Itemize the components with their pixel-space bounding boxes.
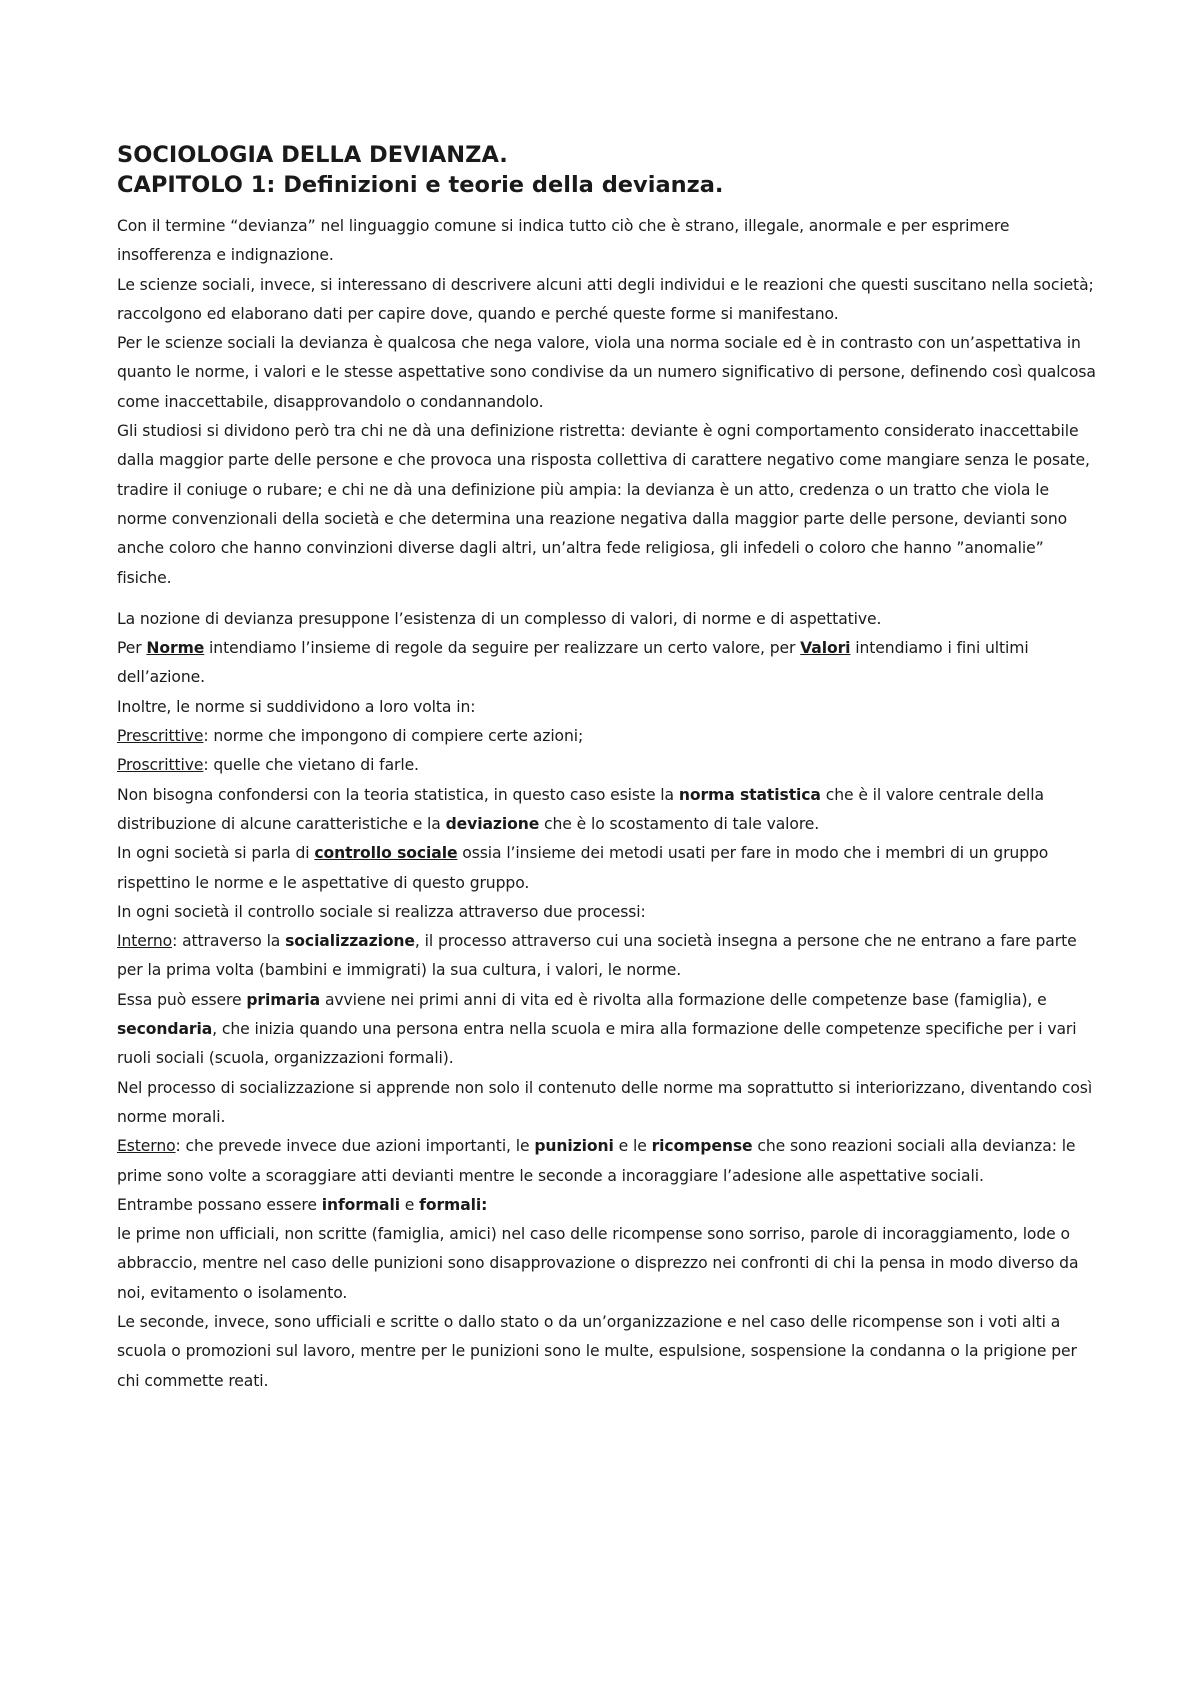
text-run: secondaria (117, 1020, 213, 1039)
paragraph (117, 1308, 1097, 1396)
text-run: Con il termine “devianza” nel linguaggio comune si indica tutto ciò che è strano, illegale, anormale e per esprimere insofferenza e indignazione. (117, 217, 1010, 265)
paragraph (117, 927, 1097, 986)
text-run: deviazione (445, 814, 540, 833)
text-run: Per (117, 639, 147, 658)
text-run: le prime non ufficiali, non scritte (famiglia, amici) nel caso delle ricompense sono sorriso, parole di incoraggiamento, lode o abbraccio, mentre nel caso delle punizioni sono disapprovazione o disprezzo nei confronti di chi la pensa in modo diverso da noi, evitamento o isolamento. (117, 1225, 1079, 1302)
paragraph (117, 986, 1097, 1074)
text-run: : attraverso la (172, 932, 286, 951)
text-run: : norme che impongono di compiere certe azioni; (203, 727, 584, 746)
text-run: controllo sociale (314, 844, 458, 863)
text-run: , il processo attraverso cui una società insegna a persone che ne entrano a fare parte per la prima volta (bambini e immigrati) la sua cultura, i valori, le norme. (117, 932, 1077, 980)
paragraph (117, 781, 1097, 840)
text-run: Prescrittive (117, 727, 204, 746)
paragraph (117, 212, 1097, 271)
paragraph-gap (117, 593, 1097, 605)
text-run: e le (613, 1137, 652, 1156)
text-run: e (399, 1195, 420, 1214)
paragraph (117, 329, 1097, 417)
chapter-title: CAPITOLO 1: Definizioni e teorie della devianza. (117, 172, 724, 198)
text-run: Inoltre, le norme si suddividono a loro volta in: (117, 697, 476, 716)
paragraph (117, 898, 1097, 927)
text-run: : che prevede invece due azioni importanti, le (175, 1137, 535, 1156)
text-run: primaria (246, 990, 321, 1009)
text-run: punizioni (534, 1137, 614, 1156)
text-run: intendiamo l’insieme di regole da seguire per realizzare un certo valore, per (204, 639, 801, 658)
text-run: Entrambe possano essere (117, 1195, 322, 1214)
paragraph (117, 605, 1097, 634)
text-run: intendiamo i fini ultimi dell’azione. (117, 639, 1029, 687)
text-run: informali (321, 1195, 400, 1214)
document-title: SOCIOLOGIA DELLA DEVIANZA. (117, 142, 508, 168)
text-run: che sono reazioni sociali alla devianza: le prime sono volte a scoraggiare atti devianti mentre le seconde a incoraggiare l’adesione alle aspettative sociali. (117, 1137, 1076, 1185)
text-run: Proscrittive (117, 756, 204, 775)
text-run: Norme (146, 639, 205, 658)
paragraph (117, 693, 1097, 722)
paragraph (117, 1132, 1097, 1191)
text-run: Per le scienze sociali la devianza è qualcosa che nega valore, viola una norma sociale ed è in contrasto con un’aspettativa in quanto le norme, i valori e le stesse aspettative sono condivise da un numero significativo di persone, definendo così qualcosa come inaccettabile, disapprovandolo o condannandolo. (117, 334, 1096, 411)
paragraph (117, 1220, 1097, 1308)
text-run: Non bisogna confondersi con la teoria statistica, in questo caso esiste la (117, 785, 679, 804)
text-run: Valori (800, 639, 851, 658)
text-run: Esterno (117, 1137, 176, 1156)
section-definitions (117, 212, 1097, 593)
text-run: ricompense (651, 1137, 753, 1156)
paragraph (117, 1191, 1097, 1220)
text-run: norma statistica (678, 785, 821, 804)
text-run: , che inizia quando una persona entra nella scuola e mira alla formazione delle competenze specifiche per i vari ruoli sociali (scuola, organizzazioni formali). (117, 1020, 1077, 1068)
text-run: Le seconde, invece, sono ufficiali e scritte o dallo stato o da un’organizzazione e nel caso delle ricompense son i voti alti a scuola o promozioni sul lavoro, mentre per le punizioni sono le multe, espulsione, sospensione la condanna o la prigione per chi commette reati. (117, 1312, 1077, 1390)
paragraph (117, 271, 1097, 330)
text-run: La nozione di devianza presuppone l’esistenza di un complesso di valori, di norme e di aspettative. (117, 609, 882, 628)
paragraph (117, 839, 1097, 898)
text-run: In ogni società il controllo sociale si realizza attraverso due processi: (117, 902, 646, 921)
text-run: In ogni società si parla di (117, 844, 315, 863)
text-run: Gli studiosi si dividono però tra chi ne dà una definizione ristretta: deviante è ogni comportamento considerato inaccettabile dalla maggior parte delle persone e che provoca una risposta collettiva di carattere negativo come mangiare senza le posate, tradire il coniuge o rubare; e chi ne dà una definizione più ampia: la devianza è un atto, credenza o un tratto che viola le norme convenzionali della società e che determina una reazione negativa dalla maggior parte delle persone, devianti sono anche coloro che hanno convinzioni diverse dagli altri, un’altra fede religiosa, gli infedeli o coloro che hanno ”anomalie” fisiche. (117, 422, 1090, 587)
paragraph (117, 634, 1097, 693)
document-page (117, 140, 1097, 1396)
text-run: Interno (117, 932, 173, 951)
section-norms-and-control (117, 605, 1097, 1396)
paragraph (117, 1074, 1097, 1133)
text-run: ossia l’insieme dei metodi usati per fare in modo che i membri di un gruppo rispettino le norme e le aspettative di questo gruppo. (117, 844, 1049, 892)
text-run: : quelle che vietano di farle. (203, 756, 419, 775)
text-run: formali: (419, 1195, 488, 1214)
paragraph (117, 722, 1097, 751)
text-run: Le scienze sociali, invece, si interessano di descrivere alcuni atti degli individui e le reazioni che questi suscitano nella società; raccolgono ed elaborano dati per capire dove, quando e perché queste forme si manifestano. (117, 275, 1094, 323)
text-run: socializzazione (285, 932, 415, 951)
paragraph (117, 751, 1097, 780)
text-run: Essa può essere (117, 990, 247, 1009)
text-run: avviene nei primi anni di vita ed è rivolta alla formazione delle competenze base (famiglia), e (320, 990, 1047, 1009)
text-run: Nel processo di socializzazione si apprende non solo il contenuto delle norme ma soprattutto si interiorizzano, diventando così norme morali. (117, 1078, 1093, 1126)
text-run: che è lo scostamento di tale valore. (539, 814, 820, 833)
paragraph (117, 417, 1097, 593)
text-run: che è il valore centrale della distribuzione di alcune caratteristiche e la (117, 785, 1044, 833)
